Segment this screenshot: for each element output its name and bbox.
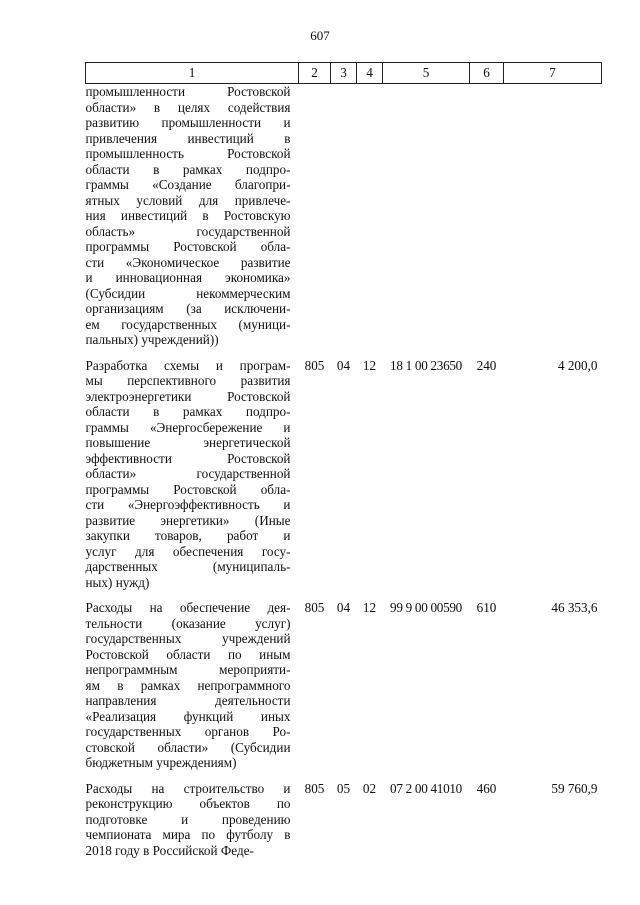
admin-code xyxy=(299,84,331,348)
description-line: ных) нужд) xyxy=(85,574,150,590)
description-line: услуг для обеспечения госу- xyxy=(85,543,291,559)
row-description xyxy=(86,600,299,771)
description-line: ем государственных (муници- xyxy=(85,316,291,332)
description-line: область» государственной xyxy=(85,223,291,239)
description-line: бюджетным учреждениям) xyxy=(85,755,237,770)
row-description xyxy=(86,781,299,859)
description-line: государственных учреждений xyxy=(85,631,291,646)
row-spacer xyxy=(86,590,602,600)
description-line: развитие энергетики» (Иные xyxy=(85,512,291,528)
table-row xyxy=(86,600,602,771)
page-number: 607 xyxy=(310,28,330,43)
table-row xyxy=(86,358,602,591)
description-line: государственных органов Ро- xyxy=(85,724,291,739)
table-row xyxy=(86,84,602,348)
amount: 59 760,9 xyxy=(551,780,598,796)
expense-type-code: 240 xyxy=(476,357,497,373)
description-line: развитию промышленности и xyxy=(85,115,291,130)
description-line: сти «Энергоэффективность и xyxy=(85,497,291,512)
description-line: ям в рамках непрограммного xyxy=(85,677,291,693)
column-header: 7 xyxy=(504,63,602,84)
admin-code: 805 xyxy=(304,600,325,615)
column-header: 1 xyxy=(86,63,299,84)
column-header: 5 xyxy=(383,63,470,84)
description-line: дарственных (муниципаль- xyxy=(85,559,291,574)
row-spacer xyxy=(86,348,602,358)
expense-type-code xyxy=(470,84,504,348)
description-line: стовской области» (Субсидии xyxy=(85,739,291,755)
description-line: повышение энергетической xyxy=(85,435,291,450)
description-line: (Субсидии некоммерческим xyxy=(85,285,291,301)
description-line: «Реализация функций иных xyxy=(85,708,291,724)
description-line: области» государственной xyxy=(85,466,291,481)
description-line: Расходы на строительство и xyxy=(85,780,291,796)
description-line: организациям (за исключени- xyxy=(85,301,291,316)
row-description xyxy=(86,358,299,591)
description-line: привлечения инвестиций в xyxy=(85,130,291,146)
table-body xyxy=(86,84,602,859)
column-header: 3 xyxy=(331,63,357,84)
description-line: промышленность Ростовской xyxy=(85,146,291,161)
description-line: граммы «Создание благопри- xyxy=(85,177,291,192)
header-row xyxy=(86,63,602,84)
description-line: Расходы на обеспечение дея- xyxy=(85,600,291,615)
column-header: 6 xyxy=(470,63,504,84)
budget-table xyxy=(85,62,602,858)
description-line: программы Ростовской обла- xyxy=(85,239,291,254)
expense-type-code: 460 xyxy=(476,780,497,796)
description-line: мы перспективного развития xyxy=(85,373,291,388)
description-line: направления деятельности xyxy=(85,693,291,708)
description-line: ния инвестиций в Ростовскую xyxy=(85,208,291,223)
subsection-code: 12 xyxy=(362,600,377,615)
section-code: 04 xyxy=(336,357,351,373)
description-line: чемпионата мира по футболу в xyxy=(85,827,291,842)
description-line: области в рамках подпро- xyxy=(85,161,291,177)
subsection-code: 02 xyxy=(362,780,377,796)
description-line: Ростовской области по иным xyxy=(85,646,291,662)
amount xyxy=(504,84,602,348)
subsection-code xyxy=(357,84,383,348)
section-code: 05 xyxy=(336,780,351,796)
section-code: 04 xyxy=(336,600,351,615)
description-line: эффективности Ростовской xyxy=(85,450,291,466)
column-header: 4 xyxy=(357,63,383,84)
target-article-code xyxy=(383,84,470,348)
section-code xyxy=(331,84,357,348)
description-line: ятных условий для привлече- xyxy=(85,192,291,208)
column-header: 2 xyxy=(299,63,331,84)
description-line: электроэнергетики Ростовской xyxy=(85,388,291,404)
description-line: реконструкцию объектов по xyxy=(85,796,291,811)
description-line: сти «Экономическое развитие xyxy=(85,254,291,270)
description-line: программы Ростовской обла- xyxy=(85,481,291,497)
amount: 4 200,0 xyxy=(557,357,598,373)
description-line: и инновационная экономика» xyxy=(85,270,291,285)
description-line: пальных) учреждений)) xyxy=(85,332,219,347)
subsection-code: 12 xyxy=(362,357,377,373)
row-description xyxy=(86,84,299,348)
admin-code: 805 xyxy=(304,357,325,373)
target-article-code: 18 1 00 23650 xyxy=(390,357,462,373)
description-line: подготовке и проведению xyxy=(85,811,291,827)
target-article-code: 99 9 00 00590 xyxy=(390,600,462,615)
row-spacer xyxy=(86,771,602,781)
description-line: тельности (оказание услуг) xyxy=(85,615,291,631)
target-article-code: 07 2 00 41010 xyxy=(390,780,462,796)
description-line: непрограммным мероприяти- xyxy=(85,662,291,677)
description-line: закупки товаров, работ и xyxy=(85,528,291,543)
description-line: Разработка схемы и програм- xyxy=(85,357,291,373)
description-line: 2018 году в Российской Феде- xyxy=(85,842,254,858)
amount: 46 353,6 xyxy=(551,600,598,615)
description-line: области в рамках подпро- xyxy=(85,404,291,419)
admin-code: 805 xyxy=(304,780,325,796)
description-line: области» в целях содействия xyxy=(85,99,291,115)
description-line: граммы «Энергосбережение и xyxy=(85,419,291,435)
description-line: промышленности Ростовской xyxy=(85,84,291,99)
table-row xyxy=(86,781,602,859)
expense-type-code: 610 xyxy=(476,600,497,615)
